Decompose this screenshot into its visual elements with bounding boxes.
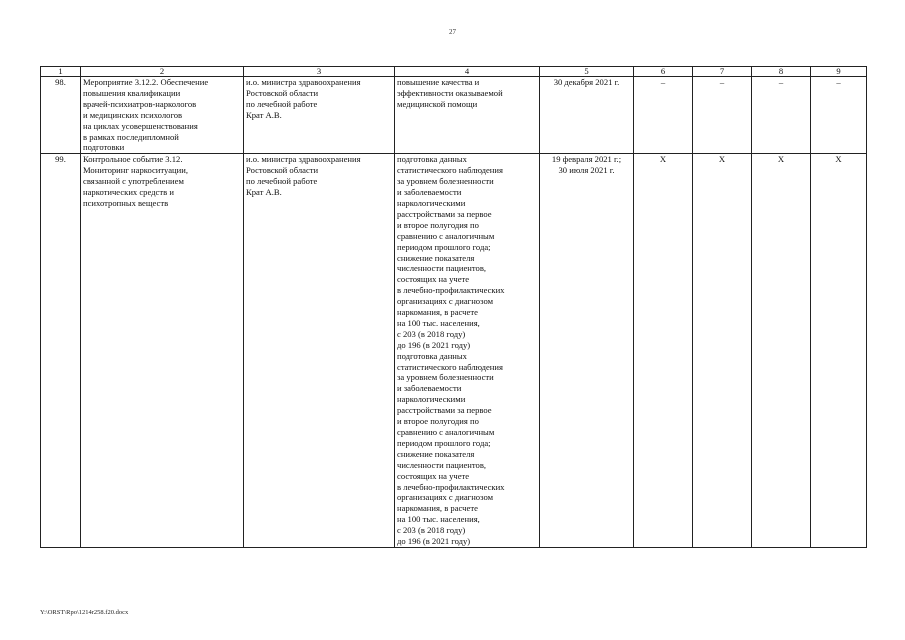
event-line: подготовки (83, 142, 125, 153)
result-line: численности пациентов, (397, 459, 487, 470)
result-cell (395, 154, 540, 548)
column-header-9: 9 (811, 67, 867, 77)
result-line: состоящих на учете (397, 470, 470, 481)
date-cell (540, 77, 634, 154)
result-line: и заболеваемости (397, 383, 462, 394)
responsible-line: и.о. министра здравоохранения (246, 154, 361, 165)
result-line: расстройствами за первое (397, 208, 492, 219)
date-line: 30 июля 2021 г. (558, 165, 615, 176)
result-line: с 203 (в 2018 году) (397, 328, 466, 339)
result-line: наркологическими (397, 197, 466, 208)
result-line: до 196 (в 2021 году) (397, 536, 471, 547)
event-line: Мониторинг наркоситуации, (83, 165, 188, 176)
page-number: 27 (449, 28, 456, 36)
plan-table (40, 66, 867, 548)
column-header-6: 6 (634, 67, 693, 77)
column-header-5: 5 (540, 67, 634, 77)
result-line: на 100 тыс. населения, (397, 514, 480, 525)
result-line: за уровнем болезненности (397, 176, 494, 187)
result-line: эффективности оказываемой (397, 87, 503, 98)
col6-cell: Х (634, 154, 693, 548)
column-header-7: 7 (693, 67, 752, 77)
event-line: Мероприятие 3.12.2. Обеспечение (83, 77, 209, 87)
result-line: организациях с диагнозом (397, 492, 494, 503)
responsible-cell (244, 77, 395, 154)
event-line: связанной с употреблением (83, 176, 184, 187)
responsible-line: Крат А.В. (246, 187, 282, 198)
col9-cell: – (811, 77, 867, 154)
event-cell (81, 154, 244, 548)
result-line: подготовка данных (397, 154, 467, 165)
result-line: состоящих на учете (397, 274, 470, 285)
result-line: и второе полугодия по (397, 219, 479, 230)
row-number: 99. (41, 154, 81, 548)
responsible-line: и.о. министра здравоохранения (246, 77, 361, 87)
result-line: медицинской помощи (397, 98, 478, 109)
result-line: до 196 (в 2021 году) (397, 339, 471, 350)
col9-cell: Х (811, 154, 867, 548)
column-number-row (41, 67, 867, 77)
result-line: повышение качества и (397, 77, 480, 87)
result-line: численности пациентов, (397, 263, 487, 274)
column-header-1: 1 (41, 67, 81, 77)
result-line: организациях с диагнозом (397, 296, 494, 307)
event-line: в рамках последипломной (83, 131, 179, 142)
event-line: и медицинских психологов (83, 109, 183, 120)
date-cell (540, 154, 634, 548)
footer-file-path: Y:\ORST\Rpo\1214r258.f20.docx (40, 609, 129, 616)
responsible-line: Крат А.В. (246, 109, 282, 120)
col8-cell: Х (752, 154, 811, 548)
event-line: наркотических средств и (83, 187, 174, 198)
responsible-line: Ростовской области (246, 87, 319, 98)
result-line: расстройствами за первое (397, 405, 492, 416)
column-header-8: 8 (752, 67, 811, 77)
column-header-4: 4 (395, 67, 540, 77)
result-line: в лечебно-профилактических (397, 285, 505, 296)
result-line: периодом прошлого года; (397, 437, 491, 448)
event-line: на циклах усовершенствования (83, 120, 198, 131)
result-cell (395, 77, 540, 154)
result-line: статистического наблюдения (397, 165, 503, 176)
column-header-2: 2 (81, 67, 244, 77)
event-cell (81, 77, 244, 154)
result-line: снижение показателя (397, 448, 475, 459)
date-line: 30 декабря 2021 г. (553, 77, 620, 87)
result-line: периодом прошлого года; (397, 241, 491, 252)
column-header-3: 3 (244, 67, 395, 77)
event-line: Контрольное событие 3.12. (83, 154, 183, 165)
result-line: с 203 (в 2018 году) (397, 525, 466, 536)
result-line: наркологическими (397, 394, 466, 405)
result-line: наркомания, в расчете (397, 503, 478, 514)
responsible-line: Ростовской области (246, 165, 319, 176)
result-line: статистического наблюдения (397, 361, 503, 372)
result-line: и заболеваемости (397, 187, 462, 198)
row-number: 98. (41, 77, 81, 154)
result-line: снижение показателя (397, 252, 475, 263)
responsible-line: по лечебной работе (246, 176, 318, 187)
result-line: и второе полугодия по (397, 416, 479, 427)
result-line: наркомания, в расчете (397, 307, 478, 318)
col6-cell: – (634, 77, 693, 154)
responsible-cell (244, 154, 395, 548)
result-line: подготовка данных (397, 350, 467, 361)
col7-cell: – (693, 77, 752, 154)
col8-cell: – (752, 77, 811, 154)
event-line: психотропных веществ (83, 197, 169, 208)
result-line: сравнению с аналогичным (397, 230, 495, 241)
table-row (41, 154, 867, 548)
col7-cell: Х (693, 154, 752, 548)
result-line: на 100 тыс. населения, (397, 317, 480, 328)
event-line: повышения квалификации (83, 87, 181, 98)
event-line: врачей-психиатров-наркологов (83, 98, 197, 109)
responsible-line: по лечебной работе (246, 98, 318, 109)
result-line: в лечебно-профилактических (397, 481, 505, 492)
table-row (41, 77, 867, 154)
result-line: сравнению с аналогичным (397, 427, 495, 437)
date-line: 19 февраля 2021 г.; (551, 154, 622, 165)
result-line: за уровнем болезненности (397, 372, 494, 383)
